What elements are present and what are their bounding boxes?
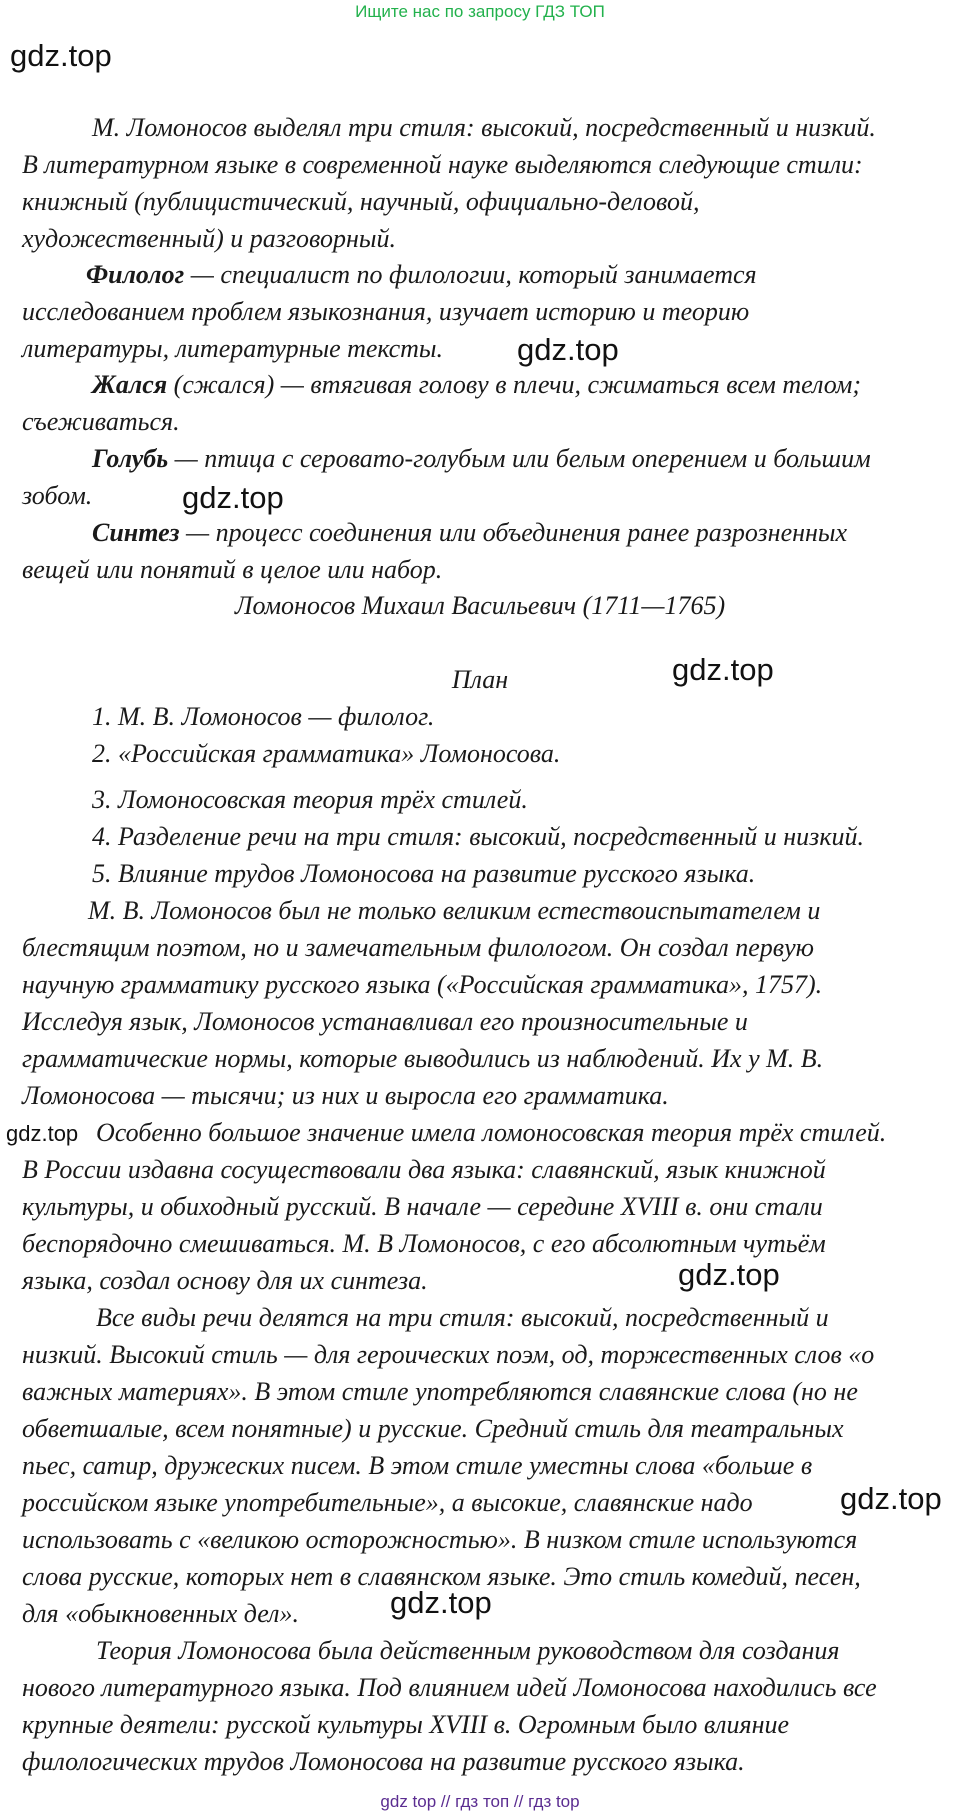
text-line: нового литературного языка. Под влиянием идей Ломоносова находились все [22, 1673, 877, 1702]
definition-sintez [92, 518, 847, 548]
term: Голубь [92, 444, 169, 473]
text-line: использовать с «великою осторожностью». В низком стиле используются [22, 1525, 858, 1554]
text-line: беспорядочно смешиваться. М. В Ломоносов, с его абсолютным чутьём [22, 1229, 826, 1258]
text-line: языка, создал основу для их синтеза. [22, 1266, 428, 1295]
watermark: gdz.top [840, 1481, 942, 1516]
text-line: Исследуя язык, Ломоносов устанавливал его произносительные и [22, 1007, 748, 1036]
text-line: художественный) и разговорный. [22, 224, 396, 253]
text-line: съеживаться. [22, 407, 180, 436]
text-line: Ломоносова — тысячи; из них и выросла его грамматика. [22, 1081, 669, 1110]
text-line: важных материях». В этом стиле употребляются славянские слова (но не [22, 1377, 858, 1406]
definition-golub [92, 444, 871, 474]
text-line: В литературном языке в современной науке выделяются следующие стили: [22, 150, 863, 179]
watermark: gdz.top [10, 38, 112, 73]
definition-text: — птица с серовато-голубым или белым оперением и большим [168, 444, 871, 473]
text-line: для «обыкновенных дел». [22, 1599, 299, 1628]
text-line: культуры, и обиходный русский. В начале — середине XVIII в. они стали [22, 1192, 823, 1221]
definition-zhalsya [92, 370, 861, 400]
definition-text: — специалист по филологии, который занимается [184, 260, 757, 289]
text-line: литературы, литературные тексты. [22, 334, 444, 363]
text-line: научную грамматику русского языка («Российская грамматика», 1757). [22, 970, 823, 999]
watermark: gdz.top [6, 1121, 79, 1146]
watermark: gdz.top [182, 480, 284, 515]
definition-filolog [86, 260, 757, 290]
text-line: крупные деятели: русской культуры XVIII в. Огромным было влияние [22, 1710, 790, 1739]
text-line: пьес, сатир, дружеских писем. В этом стиле уместны слова «больше в [22, 1451, 813, 1480]
text-line: М. В. Ломоносов был не только великим естествоиспытателем и [88, 896, 821, 925]
footer-links[interactable]: gdz top // гдз топ // гдз top [380, 1792, 580, 1811]
text-line: блестящим поэтом, но и замечательным филологом. Он создал первую [22, 933, 814, 962]
definition-text: — процесс соединения или объединения ранее разрозненных [179, 518, 848, 547]
text-line: Особенно большое значение имела ломоносовская теория трёх стилей. [96, 1118, 887, 1147]
text-line: книжный (публицистический, научный, официально-деловой, [22, 187, 700, 216]
top-banner[interactable]: Ищите нас по запросу ГДЗ ТОП [355, 2, 605, 21]
plan-item: 5. Влияние трудов Ломоносова на развитие русского языка. [92, 859, 756, 888]
text-line: низкий. Высокий стиль — для героических поэм, од, торжественных слов «о [22, 1340, 875, 1369]
watermark: gdz.top [678, 1257, 780, 1292]
term: Филолог [86, 260, 185, 289]
text-line: обветшалые, всем понятные) и русские. Средний стиль для театральных [22, 1414, 844, 1443]
term: Жался [92, 370, 168, 399]
watermark: gdz.top [390, 1585, 492, 1620]
text-line: Теория Ломоносова была действенным руководством для создания [96, 1636, 840, 1665]
text-line: исследованием проблем языкознания, изучает историю и теорию [22, 297, 750, 326]
bio-line: Ломоносов Михаил Васильевич (1711—1765) [234, 591, 726, 620]
text-line: грамматические нормы, которые выводились из наблюдений. Их у М. В. [22, 1044, 824, 1073]
text-line: слова русские, которых нет в славянском языке. Это стиль комедий, песен, [22, 1562, 861, 1591]
text-line: зобом. [22, 481, 93, 510]
definition-text: (сжался) — втягивая голову в плечи, сжиматься всем телом; [167, 370, 861, 399]
plan-item: 1. М. В. Ломоносов — филолог. [92, 702, 435, 731]
watermark: gdz.top [672, 652, 774, 687]
plan-item: 4. Разделение речи на три стиля: высокий, посредственный и низкий. [92, 822, 864, 851]
text-line: Все виды речи делятся на три стиля: высокий, посредственный и [96, 1303, 829, 1332]
plan-item: 2. «Российская грамматика» Ломоносова. [92, 739, 561, 768]
text-line: В России издавна сосуществовали два языка: славянский, язык книжной [22, 1155, 826, 1184]
plan-title: План [451, 665, 509, 694]
text-line: вещей или понятий в целое или набор. [22, 555, 443, 584]
watermark: gdz.top [517, 332, 619, 367]
term: Синтез [92, 518, 180, 547]
text-line: филологических трудов Ломоносова на развитие русского языка. [22, 1747, 745, 1776]
text-line: М. Ломоносов выделял три стиля: высокий, посредственный и низкий. [92, 113, 876, 142]
text-line: российском языке употребительные», а высокие, славянские надо [22, 1488, 753, 1517]
plan-item: 3. Ломоносовская теория трёх стилей. [92, 785, 528, 814]
